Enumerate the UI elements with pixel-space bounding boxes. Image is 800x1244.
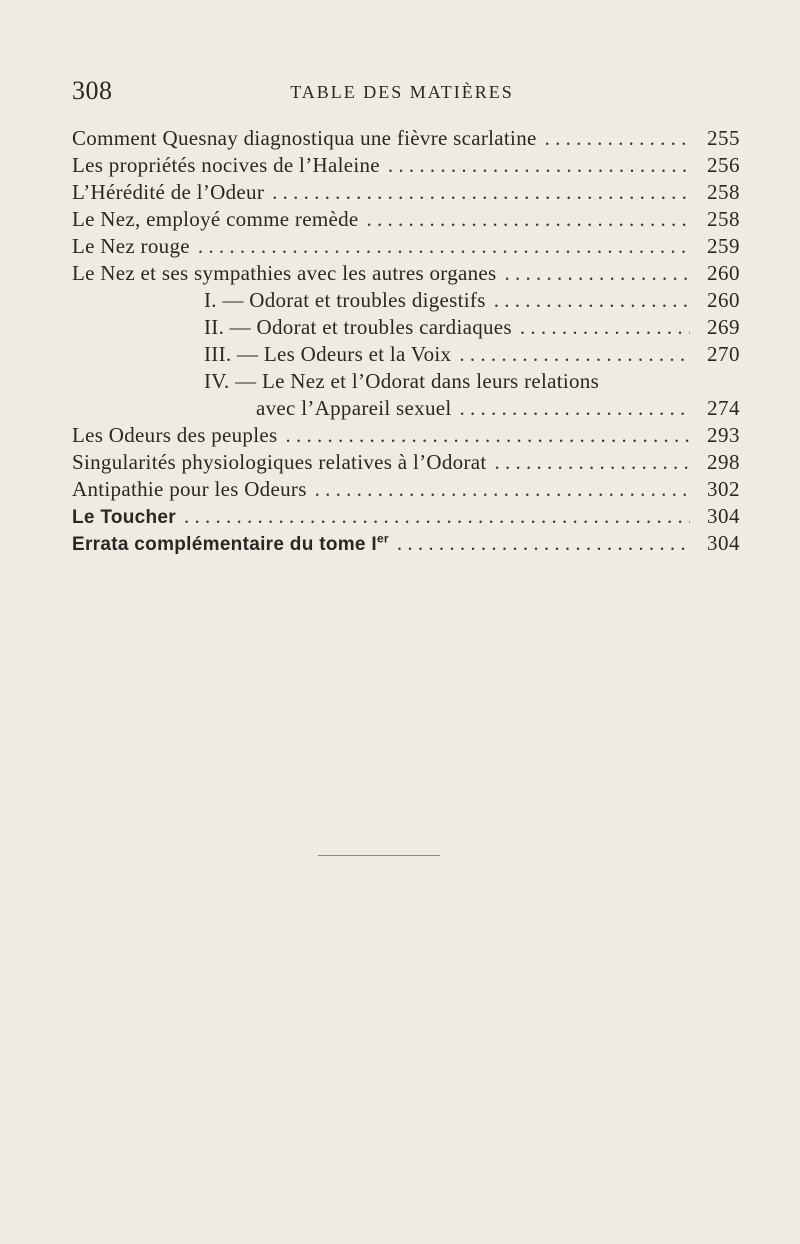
toc-subentry (72, 369, 740, 396)
toc-entry-title: avec l’Appareil sexuel (256, 396, 452, 420)
toc-leader-dots (184, 504, 690, 529)
toc-leader-dots (272, 180, 690, 205)
toc-leader-dots (367, 207, 690, 232)
toc-leader-dots (198, 234, 690, 259)
toc-entry-title: Le Toucher (72, 507, 176, 528)
toc-entry-superscript: er (376, 531, 389, 546)
toc-entry-page: 304 (707, 504, 740, 528)
toc-leader-dots (495, 450, 691, 475)
toc-entry-title: Singularités physiologiques relatives à l’Odorat (72, 450, 487, 474)
toc-leader-dots (315, 477, 690, 502)
toc-entry-page: 269 (707, 315, 740, 339)
toc-entry (72, 234, 740, 261)
toc-entry-title: II. — Odorat et troubles cardiaques (204, 315, 512, 339)
toc-leader-dots (285, 423, 690, 448)
toc-entry (72, 153, 740, 180)
toc-entry-page: 274 (707, 396, 740, 420)
toc-leader-dots (388, 153, 690, 178)
end-rule (318, 855, 440, 856)
toc-entry (72, 450, 740, 477)
toc-leader-dots (460, 396, 690, 421)
toc-leader-dots (545, 126, 690, 151)
toc-entry-title: Le Nez rouge (72, 234, 190, 258)
toc-entry-title-wrap (72, 531, 389, 556)
toc-entry-page: 255 (707, 126, 740, 150)
toc-entry-title: Comment Quesnay diagnostiqua une fièvre scarlatine (72, 126, 537, 150)
toc-entry-title: I. — Odorat et troubles digestifs (204, 288, 486, 312)
toc-entry-title: Errata complémentaire du tome I (72, 534, 377, 555)
toc-entry-title: Les Odeurs des peuples (72, 423, 278, 447)
toc-entry-title: Les propriétés nocives de l’Haleine (72, 153, 380, 177)
page-number: 308 (72, 76, 113, 105)
toc-entry-page: 260 (707, 261, 740, 285)
toc-entry-title: Antipathie pour les Odeurs (72, 477, 307, 501)
toc-entry-page: 258 (707, 207, 740, 231)
toc-section-entry (72, 504, 740, 531)
toc-entry-title: Le Nez, employé comme remède (72, 207, 359, 231)
table-of-contents (72, 126, 740, 558)
toc-entry-page: 298 (707, 450, 740, 474)
toc-subentry (72, 342, 740, 369)
toc-entry-page: 302 (707, 477, 740, 501)
toc-entry-title: IV. — Le Nez et l’Odorat dans leurs relations (204, 369, 600, 393)
toc-entry (72, 261, 740, 288)
toc-entry-title: Le Nez et ses sympathies avec les autres organes (72, 261, 497, 285)
toc-entry (72, 207, 740, 234)
toc-subentry (72, 315, 740, 342)
toc-entry-title: III. — Les Odeurs et la Voix (204, 342, 452, 366)
toc-entry (72, 423, 740, 450)
toc-entry-title: L’Hérédité de l’Odeur (72, 180, 265, 204)
toc-entry (72, 126, 740, 153)
toc-entry (72, 477, 740, 504)
toc-entry-page: 304 (707, 531, 740, 555)
page-header (72, 76, 732, 116)
toc-leader-dots (520, 315, 690, 340)
toc-entry-page: 270 (707, 342, 740, 366)
toc-entry (72, 180, 740, 207)
toc-entry-page: 259 (707, 234, 740, 258)
toc-leader-dots (397, 531, 690, 556)
toc-entry-page: 256 (707, 153, 740, 177)
running-head: TABLE DES MATIÈRES (290, 82, 514, 102)
toc-leader-dots (459, 342, 690, 367)
toc-subentry (72, 288, 740, 315)
toc-leader-dots (505, 261, 690, 286)
toc-section-entry (72, 531, 740, 558)
toc-entry-page: 258 (707, 180, 740, 204)
toc-entry-page: 293 (707, 423, 740, 447)
toc-leader-dots (494, 288, 690, 313)
toc-entry-page: 260 (707, 288, 740, 312)
toc-subentry-continuation (72, 396, 740, 423)
